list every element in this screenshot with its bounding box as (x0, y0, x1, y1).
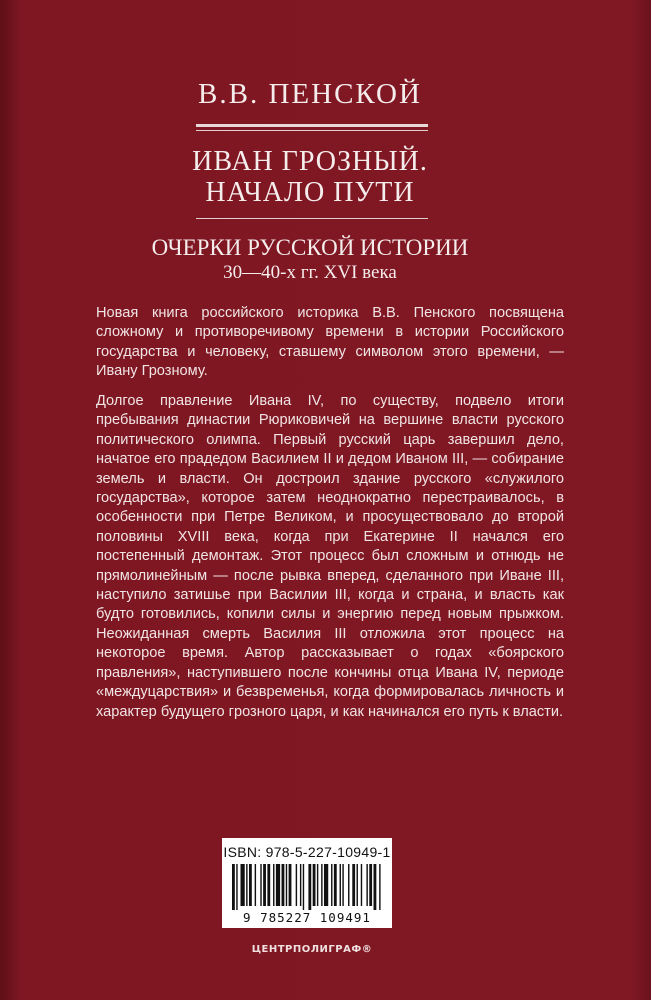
isbn-label: ISBN: 978-5-227-10949-1 (223, 844, 391, 860)
description-paragraph-1: Новая книга российского историка В.В. Пенского посвящена сложному и противоречивому времени в истории Российского государства и человеку, ставшему символом этого времени, — Ивану Грозному. (96, 305, 564, 380)
book-title-line-2: НАЧАЛО ПУТИ (205, 177, 415, 208)
title-divider-top (196, 124, 428, 127)
series-period: 30—40-х гг. XVI века (223, 262, 397, 283)
barcode-digits: 9 785227 109491 (243, 910, 371, 925)
title-divider-top-thin (196, 130, 428, 131)
barcode-block (222, 838, 392, 928)
description-paragraph-2: Долгое правление Ивана IV, по существу, подвело итоги пребывания династии Рюриковичей на вершине власти русского политического олимпа. Первый русский царь завершил дело, начатое его прадедом Василием II и дедом Иваном III, — собирание земель и власти. Он достроил здание русского «служилого государства», которое затем неоднократно перестраивалось, в особенности при Петре Великом, и просуществовало до второй половины XVIII века, когда при Екатерине II начался его постепенный демонтаж. Этот процесс был сложным и отнюдь не прямолинейным — после рывка вперед, сделанного при Иване III, наступило затишье при Василии III, когда и страна, и власть как будто готовились, копили силы и энергию перед новым прыжком. Неожиданная смерть Василия III отложила этот процесс на некоторое время. Автор рассказывает о годах «боярского правления», наступившего после кончины отца Ивана IV, периоде «междуцарствия» и безвременья, когда формировалась личность и характер будущего грозного царя, и как начинался его путь к власти. (96, 393, 564, 720)
title-divider-bottom (196, 218, 428, 219)
barcode-bars (232, 864, 382, 910)
publisher-logo: ЦЕНТРПОЛИГРАФ® (251, 944, 373, 955)
author-name: В.В. ПЕНСКОЙ (198, 78, 422, 110)
series-title: ОЧЕРКИ РУССКОЙ ИСТОРИИ (151, 235, 469, 260)
book-title-line-1: ИВАН ГРОЗНЫЙ. (192, 146, 428, 177)
book-title (0, 146, 620, 208)
